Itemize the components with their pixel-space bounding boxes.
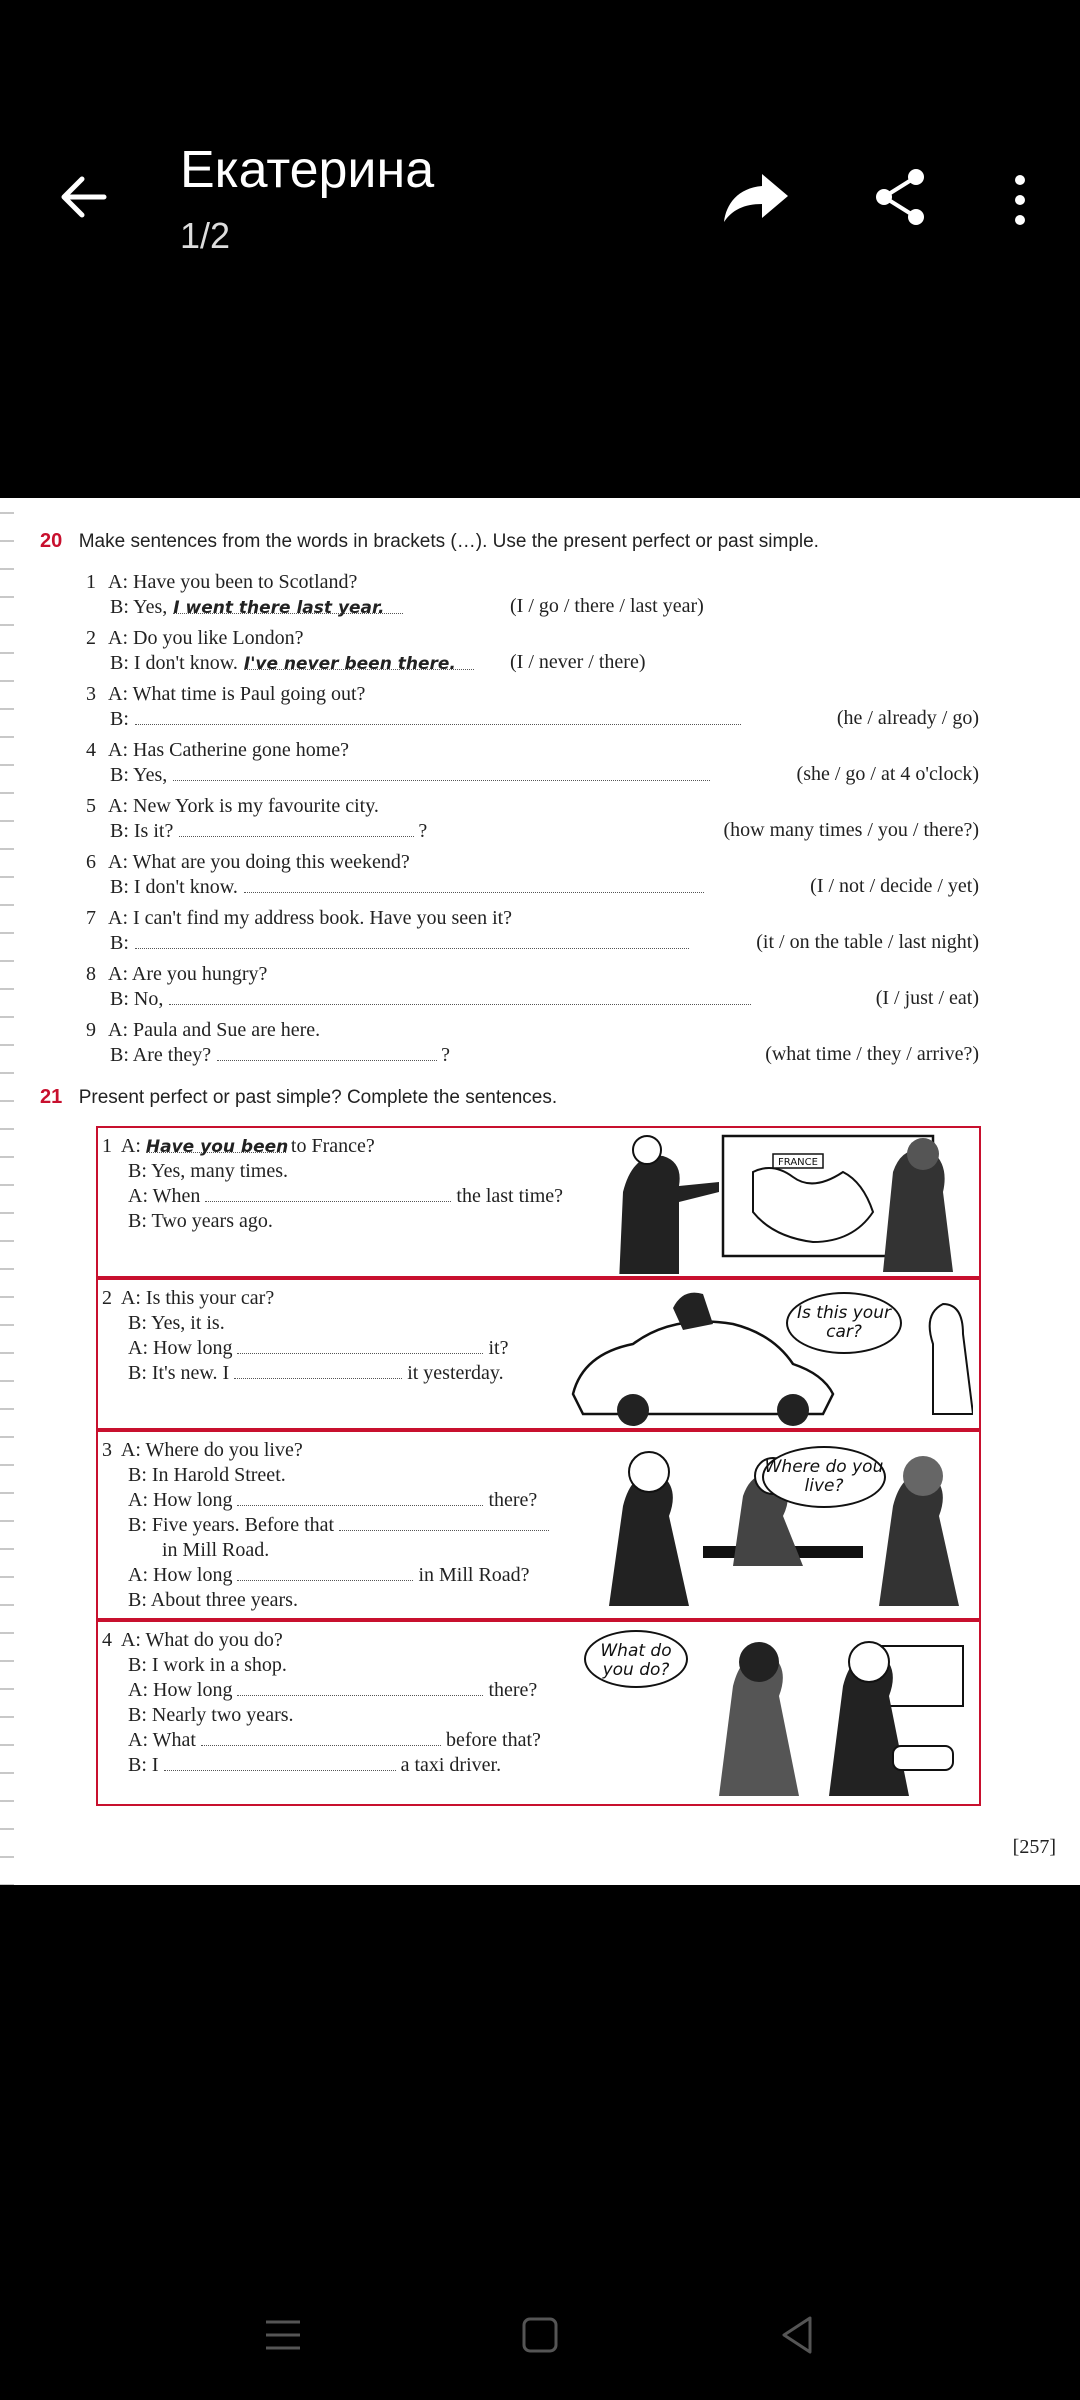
- bracket-hint: (I / not / decide / yet): [810, 875, 979, 897]
- question-line-a: [86, 570, 357, 595]
- answer-blank: [201, 1728, 441, 1746]
- bracket-hint: (how many times / you / there?): [723, 819, 979, 841]
- answer-line-b: [110, 595, 403, 620]
- dialogue-text: a taxi driver.: [400, 1754, 502, 1776]
- exercise-20-header: [40, 530, 819, 553]
- travel-agency-illustration: [603, 1132, 973, 1274]
- answer-blank: [169, 987, 751, 1005]
- exercise-21-box-3: [96, 1430, 981, 1620]
- dialogue-text: B:: [110, 708, 129, 730]
- dialogue-text: B: Are they?: [110, 1044, 212, 1066]
- answer-line-b: [110, 707, 741, 732]
- bracket-hint: (what time / they / arrive?): [765, 1043, 979, 1065]
- answer-line-b: [110, 987, 751, 1012]
- question-line-a: [86, 850, 410, 875]
- answer-blank: [135, 931, 689, 949]
- forward-icon[interactable]: [720, 168, 792, 228]
- exercise-21-box-1: [96, 1126, 981, 1278]
- dialogue-text: B: It's new. I: [128, 1362, 230, 1384]
- car-illustration: [553, 1284, 973, 1426]
- answer-line-b: [110, 931, 689, 956]
- bracket-hint: (I / never / there): [510, 651, 646, 673]
- answer-blank: [179, 819, 414, 837]
- dialogue-text: B: Yes,: [110, 596, 168, 618]
- item-number: 1: [86, 571, 96, 593]
- question-line-a: [86, 1018, 320, 1043]
- more-options-icon[interactable]: [1000, 168, 1040, 232]
- dialogue-line: A: I can't find my address book. Have you seen it?: [108, 907, 513, 929]
- home-icon[interactable]: [515, 2310, 565, 2360]
- answer-line-b: [110, 875, 704, 900]
- dialogue-text: A: When: [128, 1185, 201, 1207]
- top-app-bar: [0, 0, 1080, 498]
- dialogue-text: A: How long: [128, 1337, 233, 1359]
- dialogue-line: in Mill Road.: [162, 1539, 270, 1561]
- map-label: FRANCE: [778, 1157, 818, 1168]
- exercise-instruction: Present perfect or past simple? Complete the sentences.: [78, 1087, 558, 1108]
- question-line-a: [86, 682, 365, 707]
- answer-blank: [244, 875, 704, 893]
- dialogue-text: B: I don't know.: [110, 652, 238, 674]
- dialogue-line: B: Two years ago.: [128, 1210, 273, 1232]
- dialogue-line: A: Is this your car?: [120, 1287, 275, 1309]
- dialogue-text: A: What: [128, 1729, 196, 1751]
- workbook-page-image: [0, 498, 1080, 1885]
- item-number: 1: [102, 1135, 112, 1157]
- question-line-a: [86, 626, 304, 651]
- question-line-a: [86, 962, 267, 987]
- dialogue-text: there?: [488, 1679, 538, 1701]
- answer-line-b: [110, 1043, 450, 1068]
- back-arrow-icon[interactable]: [52, 165, 116, 229]
- item-number: 8: [86, 963, 96, 985]
- back-nav-icon[interactable]: [772, 2310, 822, 2360]
- question-line-a: [86, 738, 349, 763]
- dialogue-line: A: Do you like London?: [108, 627, 304, 649]
- dialogue-text: A: How long: [128, 1489, 233, 1511]
- dialogue-text: B: Five years. Before that: [128, 1514, 335, 1536]
- filled-answer: Have you been: [145, 1137, 289, 1157]
- recents-icon[interactable]: [258, 2310, 308, 2360]
- dialogue-line: A: Have you been to Scotland?: [108, 571, 358, 593]
- item-number: 2: [86, 627, 96, 649]
- dialogue-text: there?: [488, 1489, 538, 1511]
- answer-blank: [237, 1563, 413, 1581]
- dialogue-text: the last time?: [456, 1185, 564, 1207]
- dialogue-text: before that?: [445, 1729, 541, 1751]
- item-number: 4: [102, 1629, 112, 1651]
- dialogue-line: B: Nearly two years.: [128, 1704, 294, 1726]
- item-number: 2: [102, 1287, 112, 1309]
- dialogue-text: ?: [441, 1044, 450, 1066]
- dialogue-speaker: A:: [120, 1135, 141, 1157]
- speech-bubble: Where do you live?: [762, 1446, 886, 1508]
- item-number: 7: [86, 907, 96, 929]
- answer-blank: [135, 707, 741, 725]
- dialogue-text: B: Yes,: [110, 764, 168, 786]
- dialogue-text: to France?: [290, 1135, 375, 1157]
- exercise-instruction: Make sentences from the words in brackets (…). Use the present perfect or past simple.: [78, 531, 819, 552]
- dialogue-line: A: Where do you live?: [120, 1439, 303, 1461]
- image-counter: 1/2: [180, 215, 231, 256]
- exercise-21-header: [40, 1086, 557, 1109]
- item-number: 5: [86, 795, 96, 817]
- dialogue-line: B: Yes, it is.: [128, 1312, 225, 1334]
- bracket-hint: (I / go / there / last year): [510, 595, 704, 617]
- answer-blank: [237, 1488, 483, 1506]
- system-nav-bar: [0, 2290, 1080, 2380]
- exercise-21-box-2: [96, 1278, 981, 1430]
- item-number: 4: [86, 739, 96, 761]
- item-number: 6: [86, 851, 96, 873]
- exercise-number: 21: [40, 1086, 63, 1108]
- bracket-hint: (it / on the table / last night): [756, 931, 979, 953]
- question-line-a: [86, 794, 379, 819]
- item-number: 3: [102, 1439, 112, 1461]
- answer-blank: [237, 1678, 483, 1696]
- answer-blank: [237, 1336, 483, 1354]
- speech-bubble: What do you do?: [584, 1630, 688, 1688]
- dialogue-text: B: No,: [110, 988, 164, 1010]
- filled-answer: I've never been there.: [244, 652, 474, 670]
- dialogue-line: A: Are you hungry?: [108, 963, 268, 985]
- dialogue-text: A: How long: [128, 1679, 233, 1701]
- answer-blank: [339, 1513, 549, 1531]
- contact-name: Екатерина: [180, 141, 435, 199]
- exercise-number: 20: [40, 530, 63, 552]
- question-line-a: [86, 906, 512, 931]
- exercise-21-box-4: [96, 1620, 981, 1806]
- dialogue-text: A: How long: [128, 1564, 233, 1586]
- answer-blank: [173, 763, 710, 781]
- dialogue-line: B: I work in a shop.: [128, 1654, 287, 1676]
- dialogue-text: it yesterday.: [407, 1362, 504, 1384]
- dialogue-text: ?: [418, 820, 428, 842]
- dialogue-text: it?: [488, 1337, 509, 1359]
- answer-line-b: [110, 651, 474, 676]
- item-number: 9: [86, 1019, 96, 1041]
- dialogue-line: A: What are you doing this weekend?: [108, 851, 410, 873]
- answer-blank: [234, 1361, 402, 1379]
- bracket-hint: (I / just / eat): [875, 987, 979, 1009]
- answer-blank: [217, 1043, 437, 1061]
- page-number: [257]: [1012, 1836, 1056, 1858]
- bracket-hint: (she / go / at 4 o'clock): [796, 763, 979, 785]
- dialogue-text: B:: [110, 932, 129, 954]
- share-icon[interactable]: [868, 165, 932, 229]
- dialogue-text: B: I: [128, 1754, 159, 1776]
- dialogue-line: A: Paula and Sue are here.: [108, 1019, 321, 1041]
- answer-blank: [164, 1753, 396, 1771]
- answer-line-b: [110, 819, 427, 844]
- dialogue-line: A: What time is Paul going out?: [108, 683, 366, 705]
- dialogue-text: B: Is it?: [110, 820, 174, 842]
- answer-line-b: [110, 763, 710, 788]
- dialogue-line: B: Yes, many times.: [128, 1160, 289, 1182]
- dialogue-line: A: New York is my favourite city.: [108, 795, 379, 817]
- spiral-binding: [0, 498, 14, 1885]
- dialogue-line: A: Has Catherine gone home?: [108, 739, 350, 761]
- dialogue-line: B: About three years.: [128, 1589, 298, 1611]
- dialogue-line: A: What do you do?: [120, 1629, 283, 1651]
- item-number: 3: [86, 683, 96, 705]
- dialogue-text: in Mill Road?: [418, 1564, 530, 1586]
- filled-answer: I went there last year.: [173, 596, 403, 614]
- speech-bubble: Is this your car?: [786, 1292, 902, 1354]
- dialogue-text: B: I don't know.: [110, 876, 238, 898]
- answer-blank: [205, 1184, 451, 1202]
- dialogue-line: B: In Harold Street.: [128, 1464, 286, 1486]
- bracket-hint: (he / already / go): [836, 707, 979, 729]
